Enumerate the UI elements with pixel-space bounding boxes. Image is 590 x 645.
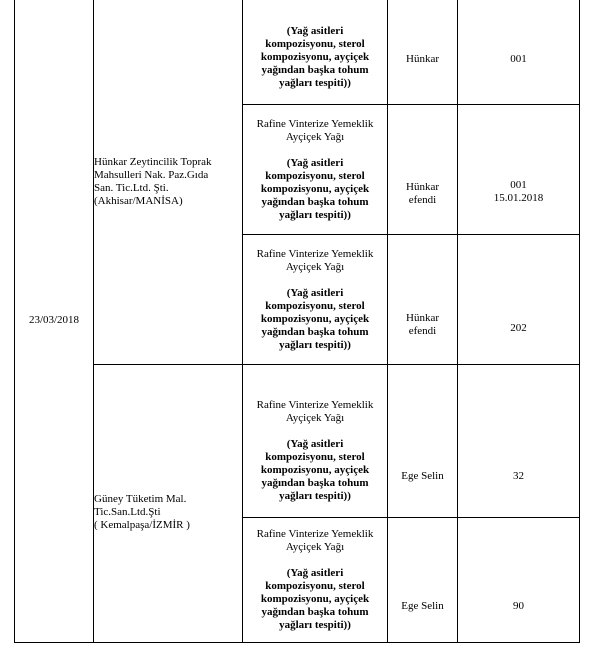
analysis-line: yağından başka tohum [261,325,369,338]
number-line: 001 [510,53,527,65]
product-line: Rafine Vinterize Yemeklik [256,247,374,260]
analysis-line: kompozisyonu, sterol [265,299,365,312]
firm-name-line: (Akhisar/MANİSA) [94,194,183,207]
analysis-line: kompozisyonu, ayçiçek [260,312,370,325]
analysis-line: kompozisyonu, sterol [265,169,365,182]
date-cell [15,0,94,643]
results-table [14,0,580,643]
brand-line: efendi [408,325,437,337]
analysis-line: kompozisyonu, ayçiçek [260,464,370,476]
number-line: 001 [510,179,527,191]
brand-cell [388,518,458,643]
brand-line: Hünkar [406,181,439,193]
product-cell [243,235,388,365]
firm-name-line: Tic.San.Ltd.Şti [94,506,161,518]
analysis-line: kompozisyonu, ayçiçek [260,593,370,605]
number-cell [458,235,580,365]
analysis-line: yağından başka tohum [261,477,369,489]
brand-line: Hünkar [406,312,439,324]
analysis-line: yağları tespiti)) [279,208,351,221]
analysis-line: (Yağ asitleri [286,567,344,579]
firm-name-line: Mahsulleri Nak. Paz.Gıda [94,168,209,181]
number-line: 90 [513,599,524,612]
firm-cell [94,0,243,365]
number-cell [458,518,580,643]
analysis-line: (Yağ asitleri [286,286,344,299]
product-cell [243,518,388,643]
firm-name-line: San. Tic.Ltd. Şti. [94,181,169,194]
brand-line: Ege Selin [401,469,444,482]
product-line: Rafine Vinterize Yemeklik [256,528,374,540]
analysis-line: (Yağ asitleri [286,438,344,450]
table-row [15,365,580,518]
number-line: 202 [510,322,527,334]
firm-cell [94,365,243,643]
analysis-line: (Yağ asitleri [286,25,344,37]
analysis-line: kompozisyonu, sterol [265,580,365,592]
analysis-line: yağları tespiti)) [279,77,351,89]
product-line: Rafine Vinterize Yemeklik [256,117,374,130]
product-line: Rafine Vinterize Yemeklik [256,399,374,411]
product-cell [243,365,388,518]
number-cell [458,365,580,518]
analysis-line: yağından başka tohum [261,195,369,208]
analysis-line: kompozisyonu, ayçiçek [260,182,370,195]
product-line: Ayçiçek Yağı [285,541,345,553]
brand-cell [388,105,458,235]
brand-cell [388,0,458,105]
firm-name-line: ( Kemalpaşa/İZMİR ) [94,519,190,531]
number-cell [458,0,580,105]
brand-line: Ege Selin [401,599,444,612]
number-cell [458,105,580,235]
brand-line: efendi [408,194,437,206]
number-line: 32 [513,469,524,482]
analysis-line: yağları tespiti)) [279,619,351,631]
analysis-line: yağları tespiti)) [279,490,351,502]
product-cell [243,0,388,105]
date-text: 23/03/2018 [28,314,80,326]
product-line: Ayçiçek Yağı [285,260,345,273]
product-line: Ayçiçek Yağı [285,412,345,424]
brand-line: Hünkar [406,53,439,65]
brand-cell [388,365,458,518]
product-cell [243,105,388,235]
number-line: 15.01.2018 [493,192,544,204]
analysis-line: (Yağ asitleri [286,156,344,169]
analysis-line: yağları tespiti)) [279,338,351,351]
firm-name-line: Hünkar Zeytincilik Toprak [94,155,212,168]
analysis-line: kompozisyonu, sterol [265,451,365,463]
analysis-line: kompozisyonu, ayçiçek [260,51,370,63]
analysis-line: yağından başka tohum [261,64,369,76]
brand-cell [388,235,458,365]
analysis-line: kompozisyonu, sterol [265,38,365,50]
analysis-line: yağından başka tohum [261,606,369,618]
product-line: Ayçiçek Yağı [285,130,345,143]
table-row [15,0,580,105]
firm-name-line: Güney Tüketim Mal. [94,493,187,505]
